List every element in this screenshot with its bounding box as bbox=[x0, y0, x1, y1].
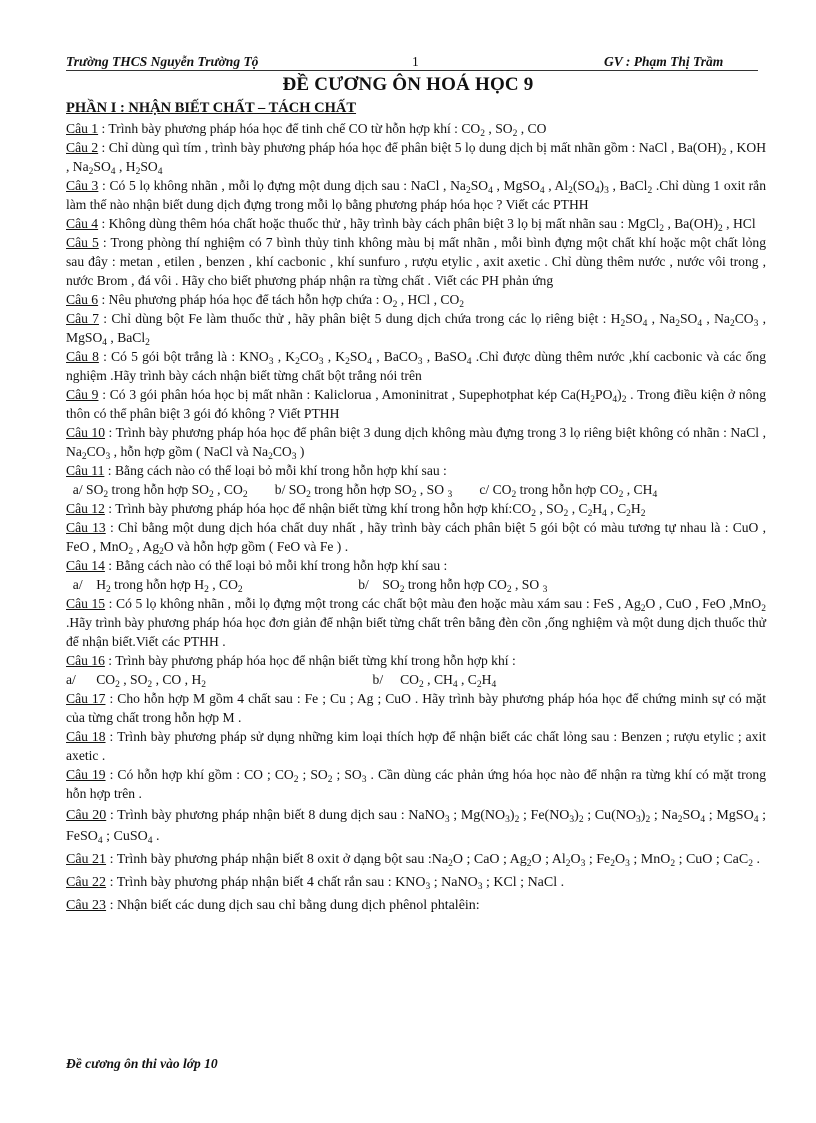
question-text: : Trình bày phương pháp nhận biết 8 dung dịch sau : NaNO bbox=[106, 808, 445, 823]
question-label: Câu 18 bbox=[66, 729, 106, 744]
question-item bbox=[66, 423, 770, 462]
question-label: Câu 13 bbox=[66, 520, 106, 535]
question-text: ) bbox=[599, 178, 605, 193]
question-text: , C bbox=[457, 672, 477, 687]
question-item bbox=[66, 594, 770, 651]
question-text: : Không dùng thêm hóa chất hoặc thuốc thử , hãy trình bày cách phân biệt 3 lọ bị mất nhãn sau : MgCl bbox=[98, 216, 660, 231]
part-heading: PHẦN I : NHẬN BIẾT CHẤT – TÁCH CHẤT bbox=[66, 100, 357, 116]
question-label: Câu 20 bbox=[66, 808, 107, 823]
subscript: 3 bbox=[569, 815, 575, 825]
question-text: , SO bbox=[535, 501, 564, 516]
subscript: 2 bbox=[531, 509, 536, 519]
subscript: 4 bbox=[466, 357, 472, 367]
question-label: Câu 2 bbox=[66, 140, 99, 155]
question-text: . Cần dùng các phản ứng hóa học nào để nhận ra từng khí có mặt trong hỗn hợp trên . bbox=[66, 767, 770, 801]
subscript: 2 bbox=[135, 167, 141, 177]
subscript: 2 bbox=[563, 509, 569, 519]
question-text: , BaCl bbox=[608, 178, 648, 193]
subscript: 2 bbox=[748, 859, 753, 869]
subscript: 2 bbox=[480, 129, 485, 139]
page-number: 1 bbox=[412, 54, 419, 69]
subscript: 3 bbox=[318, 357, 324, 367]
question-item bbox=[66, 119, 766, 138]
document-title: ĐỀ CƯƠNG ÔN HOÁ HỌC 9 bbox=[282, 74, 534, 95]
question-text: H bbox=[630, 501, 641, 516]
subscript: 2 bbox=[526, 859, 532, 869]
question-item bbox=[66, 347, 770, 385]
subscript: 3 bbox=[753, 319, 759, 329]
question-text: , C bbox=[568, 501, 588, 516]
subscript: 4 bbox=[147, 836, 153, 846]
subscript: 2 bbox=[610, 859, 615, 869]
question-item bbox=[66, 575, 766, 594]
subscript: 3 bbox=[505, 815, 510, 825]
subscript: 3 bbox=[636, 815, 641, 825]
question-text: PO bbox=[595, 387, 613, 402]
subscript: 3 bbox=[417, 357, 423, 367]
subscript: 2 bbox=[578, 815, 584, 825]
subscript: 4 bbox=[697, 319, 703, 329]
subscript: 2 bbox=[204, 585, 209, 595]
question-text: SO bbox=[349, 349, 368, 364]
question-text: : Trình bày phương pháp hóa học để nhận biết từng khí trong hỗn hợp khí:CO bbox=[104, 501, 532, 516]
question-text: ; Cu(NO bbox=[583, 808, 637, 823]
question-text: b/ SO bbox=[242, 577, 400, 592]
subscript: 2 bbox=[659, 224, 665, 234]
subscript: 2 bbox=[670, 859, 676, 869]
question-text: : Có 3 gói phân hóa học bị mất nhãn : Kaliclorua , Amoninitrat , Supephotphat kép Ca(H bbox=[98, 387, 591, 402]
question-text: ) bbox=[574, 808, 579, 823]
question-item bbox=[66, 849, 766, 870]
question-label: Câu 14 bbox=[66, 558, 105, 573]
question-text: .Chỉ được dùng thêm nước ,khí cacbonic và các ống nghiệm .Hãy trình bày cách nhận biết từng chất bột trắng nói trên bbox=[66, 349, 770, 383]
question-text: , H bbox=[115, 159, 136, 174]
question-text: trong hỗn hợp H bbox=[110, 577, 205, 592]
question-text: , SO bbox=[511, 577, 543, 592]
subscript: 2 bbox=[590, 395, 596, 405]
subscript: 2 bbox=[419, 680, 424, 690]
subscript: 2 bbox=[476, 680, 482, 690]
subscript: 2 bbox=[115, 680, 120, 690]
subscript: 4 bbox=[488, 186, 493, 196]
question-text: : Chỉ bằng một dung dịch hóa chất duy nhất , hãy trình bày cách phân biệt 5 gói bột có màu tương tự nhau là : CuO , FeO , MnO bbox=[66, 520, 770, 554]
school-name: Trường THCS Nguyễn Trường Tộ bbox=[66, 54, 259, 69]
subscript: 4 bbox=[642, 319, 648, 329]
question-label: Câu 8 bbox=[66, 349, 99, 364]
question-text: ; KCl ; NaCl . bbox=[482, 875, 565, 890]
question-text: , Al bbox=[544, 178, 569, 193]
question-text: SO bbox=[470, 178, 489, 193]
question-text: ; FeSO bbox=[66, 808, 770, 844]
subscript: 4 bbox=[602, 509, 607, 519]
question-text: O , CuO , FeO ,MnO bbox=[645, 596, 762, 611]
subscript: 2 bbox=[147, 680, 153, 690]
question-item bbox=[66, 233, 770, 290]
question-text: , SO bbox=[485, 121, 513, 136]
question-text: , CH bbox=[623, 482, 653, 497]
question-text: ) bbox=[296, 444, 305, 459]
subscript: 2 bbox=[640, 604, 646, 614]
question-text: , hỗn hợp gồm ( NaCl và Na bbox=[110, 444, 269, 459]
subscript: 2 bbox=[568, 186, 573, 196]
question-text: trong hỗn hợp SO bbox=[108, 482, 209, 497]
question-text: , K bbox=[323, 349, 346, 364]
question-text: : Trình bày phương pháp hóa học để tinh chế CO từ hỗn hợp khí : CO bbox=[98, 121, 481, 136]
question-text: CO bbox=[272, 444, 292, 459]
question-text: , MgSO bbox=[492, 178, 540, 193]
question-text: c/ CO bbox=[452, 482, 512, 497]
subscript: 4 bbox=[102, 338, 108, 348]
subscript: 4 bbox=[452, 680, 458, 690]
question-label: Câu 21 bbox=[66, 852, 107, 867]
subscript: 3 bbox=[361, 775, 367, 785]
subscript: 2 bbox=[306, 490, 311, 500]
question-text: SO bbox=[682, 808, 701, 823]
question-text: , BaCO bbox=[372, 349, 418, 364]
question-text: , HCl , CO bbox=[397, 292, 460, 307]
subscript: 2 bbox=[106, 585, 111, 595]
question-label: Câu 15 bbox=[66, 596, 106, 611]
question-item bbox=[66, 214, 766, 233]
question-text: SO bbox=[625, 311, 643, 326]
question-text: , KOH , Na bbox=[66, 140, 770, 174]
subscript: 2 bbox=[621, 395, 627, 405]
subscript: 2 bbox=[640, 509, 646, 519]
question-text: ; MnO bbox=[629, 852, 671, 867]
question-text: , Ag bbox=[133, 539, 160, 554]
header-rule bbox=[66, 70, 758, 71]
question-text: a/ CO bbox=[66, 672, 116, 687]
subscript: 2 bbox=[618, 490, 624, 500]
question-text: : Trình bày phương pháp sử dụng những kim loại thích hợp để nhận biết các chất lỏng sau : Benzen ; rượu etylic ; axit axetic . bbox=[66, 729, 770, 763]
question-label: Câu 12 bbox=[66, 501, 105, 516]
subscript: 2 bbox=[411, 490, 417, 500]
question-text: trong hỗn hợp CO bbox=[516, 482, 619, 497]
question-item bbox=[66, 689, 770, 727]
subscript: 2 bbox=[293, 775, 299, 785]
subscript: 2 bbox=[201, 680, 207, 690]
subscript: 2 bbox=[88, 167, 94, 177]
subscript: 2 bbox=[327, 775, 333, 785]
subscript: 3 bbox=[477, 882, 483, 892]
question-item bbox=[66, 138, 770, 177]
question-text: , BaCl bbox=[107, 330, 146, 345]
question-text: .Hãy trình bày phương pháp hóa học đơn giản để nhận biết từng chất trên bằng đèn cồn ,ống nghiệm và một dung dịch thuốc thử để nhận biết.Viết các PTHH . bbox=[66, 596, 770, 649]
question-label: Câu 22 bbox=[66, 875, 107, 890]
question-text: ) bbox=[617, 387, 622, 402]
question-text: a/ H bbox=[66, 577, 107, 592]
subscript: 2 bbox=[587, 509, 593, 519]
footer-note: Đề cương ôn thi vào lớp 10 bbox=[66, 1056, 218, 1071]
subscript: 2 bbox=[295, 357, 300, 367]
question-text: ) bbox=[640, 808, 646, 823]
question-label: Câu 10 bbox=[66, 425, 106, 440]
subscript: 2 bbox=[392, 300, 398, 310]
subscript: 2 bbox=[677, 815, 683, 825]
subscript: 2 bbox=[645, 815, 651, 825]
question-text: ; SO bbox=[332, 767, 362, 782]
subscript: 4 bbox=[157, 167, 163, 177]
question-text: : Trình bày phương pháp nhận biết 8 oxit ở dạng bột sau :Na bbox=[106, 852, 449, 867]
question-label: Câu 3 bbox=[66, 178, 99, 193]
question-text: O ; CaO ; Ag bbox=[452, 852, 527, 867]
subscript: 2 bbox=[514, 815, 520, 825]
subscript: 4 bbox=[539, 186, 545, 196]
question-text: , SO bbox=[119, 672, 148, 687]
question-label: Câu 4 bbox=[66, 216, 99, 231]
subscript: 2 bbox=[268, 452, 273, 462]
question-label: Câu 16 bbox=[66, 653, 105, 668]
question-text: : Trình bày phương pháp nhận biết 4 chất rắn sau : KNO bbox=[106, 875, 426, 890]
question-label: Câu 23 bbox=[66, 898, 107, 913]
question-text: H bbox=[481, 672, 492, 687]
question-text: .Chỉ dùng 1 oxit rắn làm thế nào nhận biết dung dịch đựng trong mỗi lọ bằng phương pháp hóa học ? Viết các PTHH bbox=[66, 178, 770, 212]
question-text: : Chỉ dùng quì tím , trình bày phương pháp hóa học để phân biệt 5 lọ dung dịch bị mất nhãn gồm : NaCl , Ba(OH) bbox=[98, 140, 722, 155]
question-text: : Nêu phương pháp hóa học để tách hỗn hợp chứa : O bbox=[98, 292, 393, 307]
question-text: , CH bbox=[423, 672, 453, 687]
subscript: 2 bbox=[718, 224, 723, 234]
question-text: H bbox=[592, 501, 603, 516]
subscript: 2 bbox=[675, 319, 680, 329]
question-item bbox=[66, 765, 770, 803]
question-text: O bbox=[615, 852, 626, 867]
subscript: 3 bbox=[447, 490, 453, 500]
subscript: 4 bbox=[110, 167, 116, 177]
question-text: , CO bbox=[208, 577, 238, 592]
question-text: O và hỗn hợp gồm ( FeO và Fe ) . bbox=[163, 539, 349, 554]
question-text: : Trình bày phương pháp hóa học để nhận biết từng khí trong hỗn hợp khí : bbox=[104, 653, 516, 668]
question-text: b/ SO bbox=[247, 482, 307, 497]
subscript: 2 bbox=[761, 604, 766, 614]
question-text: . bbox=[152, 829, 160, 844]
subscript: 4 bbox=[367, 357, 373, 367]
question-label: Câu 9 bbox=[66, 387, 99, 402]
subscript: 2 bbox=[81, 452, 87, 462]
subscript: 3 bbox=[542, 585, 548, 595]
question-text: , K bbox=[273, 349, 296, 364]
subscript: 2 bbox=[128, 547, 134, 557]
question-text: : Nhận biết các dung dịch sau chỉ bằng dung dịch phênol phtalêin: bbox=[106, 898, 480, 913]
subscript: 4 bbox=[652, 490, 658, 500]
question-item bbox=[66, 670, 766, 689]
subscript: 2 bbox=[448, 859, 453, 869]
question-text: : Có 5 gói bột trắng là : KNO bbox=[98, 349, 269, 364]
subscript: 2 bbox=[565, 859, 571, 869]
question-text: CO bbox=[299, 349, 319, 364]
question-text: trong hỗn hợp CO bbox=[404, 577, 507, 592]
subscript: 3 bbox=[291, 452, 297, 462]
question-text: ; MgSO bbox=[705, 808, 754, 823]
subscript: 3 bbox=[268, 357, 274, 367]
question-text: , MgSO bbox=[66, 311, 770, 345]
question-item bbox=[66, 499, 766, 518]
subscript: 2 bbox=[506, 585, 512, 595]
question-text: : Cho hỗn hợp M gồm 4 chất sau : Fe ; Cu ; Ag ; CuO . Hãy trình bày phương pháp hóa học để chứng minh sự có mặt của từng chất trong hỗn hợp M . bbox=[66, 691, 770, 725]
question-text: : Trình bày phương pháp hóa học để phân biệt 3 dung dịch không màu đựng trong 3 lọ riêng biệt không có nhãn : NaCl , Na bbox=[66, 425, 770, 459]
question-text: SO bbox=[140, 159, 158, 174]
question-text: : Trong phòng thí nghiệm có 7 bình thủy tinh không màu bị mất nhãn , mỗi bình đựng một chất khí hoặc một chất lỏng sau đây : metan , etilen , benzen , khí cacbonic , khí sunfuro , rượu etylic , axit axetic . Chỉ dùng thêm nước , nước vôi trong , nước Brom , đá vôi . Hãy cho biết phương pháp nhận ra từng chất . Viết các PH phản ứng bbox=[66, 235, 770, 288]
subscript: 2 bbox=[399, 585, 405, 595]
subscript: 2 bbox=[512, 129, 518, 139]
question-text: ; SO bbox=[298, 767, 328, 782]
subscript: 2 bbox=[237, 585, 243, 595]
subscript: 2 bbox=[721, 148, 727, 158]
question-text: O bbox=[570, 852, 581, 867]
subscript: 3 bbox=[444, 815, 450, 825]
question-text: : Bằng cách nào có thể loại bỏ mỗi khí trong hỗn hợp khí sau : bbox=[104, 463, 447, 478]
question-item bbox=[66, 385, 770, 423]
question-item bbox=[66, 727, 770, 765]
question-text: , CO bbox=[517, 121, 547, 136]
question-text: trong hỗn hợp SO bbox=[310, 482, 412, 497]
subscript: 2 bbox=[145, 338, 150, 348]
question-text: , C bbox=[606, 501, 627, 516]
question-item bbox=[66, 556, 766, 575]
subscript: 2 bbox=[345, 357, 350, 367]
question-text: (SO bbox=[572, 178, 595, 193]
question-item bbox=[66, 805, 770, 847]
question-item bbox=[66, 461, 766, 480]
subscript: 4 bbox=[594, 186, 600, 196]
question-text: , Na bbox=[647, 311, 676, 326]
question-text: SO bbox=[679, 311, 698, 326]
question-text: , CO bbox=[213, 482, 243, 497]
question-text: ; Na bbox=[650, 808, 678, 823]
question-text: . Trong điều kiện ở nông thôn có thể phân biệt 3 gói đó không ? Viết PTHH bbox=[66, 387, 770, 421]
question-text: a/ SO bbox=[66, 482, 104, 497]
question-text: CO bbox=[734, 311, 754, 326]
subscript: 3 bbox=[425, 882, 431, 892]
question-item bbox=[66, 309, 770, 348]
question-text: . bbox=[752, 852, 760, 867]
question-text: , SO bbox=[416, 482, 448, 497]
question-text: ; CuO ; CaC bbox=[675, 852, 749, 867]
question-text: CO bbox=[86, 444, 106, 459]
subscript: 2 bbox=[465, 186, 471, 196]
subscript: 2 bbox=[626, 509, 631, 519]
question-text: : Có hỗn hợp khí gồm : CO ; CO bbox=[105, 767, 294, 782]
question-list bbox=[66, 119, 770, 916]
question-item bbox=[66, 176, 770, 214]
subscript: 3 bbox=[625, 859, 630, 869]
subscript: 2 bbox=[459, 300, 465, 310]
question-label: Câu 19 bbox=[66, 767, 106, 782]
question-text: ; Mg(NO bbox=[449, 808, 506, 823]
question-text: : Bằng cách nào có thể loại bỏ mỗi khí trong hỗn hợp khí sau : bbox=[104, 558, 448, 573]
question-item bbox=[66, 651, 766, 670]
question-text: , BaSO bbox=[422, 349, 467, 364]
question-item bbox=[66, 895, 766, 916]
question-text: ; Fe bbox=[585, 852, 611, 867]
question-text: ; NaNO bbox=[430, 875, 478, 890]
subscript: 3 bbox=[604, 186, 609, 196]
subscript: 2 bbox=[159, 547, 164, 557]
question-label: Câu 1 bbox=[66, 121, 99, 136]
subscript: 2 bbox=[647, 186, 653, 196]
question-label: Câu 17 bbox=[66, 691, 106, 706]
question-text: , HCl bbox=[722, 216, 756, 231]
question-label: Câu 7 bbox=[66, 311, 99, 326]
question-text: O ; Al bbox=[531, 852, 566, 867]
subscript: 3 bbox=[105, 452, 111, 462]
question-text: b/ CO bbox=[206, 672, 419, 687]
question-text: ; CuSO bbox=[102, 829, 148, 844]
question-label: Câu 11 bbox=[66, 463, 105, 478]
subscript: 2 bbox=[511, 490, 517, 500]
subscript: 4 bbox=[491, 680, 497, 690]
question-text: , Na bbox=[702, 311, 730, 326]
subscript: 3 bbox=[580, 859, 586, 869]
question-text: : Có 5 lọ không nhãn , mỗi lọ đựng một trong các chất bột màu đen hoặc màu xám sau : FeS , Ag bbox=[105, 596, 641, 611]
subscript: 2 bbox=[729, 319, 735, 329]
question-text: ) bbox=[509, 808, 515, 823]
subscript: 4 bbox=[97, 836, 103, 846]
question-label: Câu 5 bbox=[66, 235, 99, 250]
question-item bbox=[66, 290, 766, 309]
teacher-name: GV : Phạm Thị Trầm bbox=[604, 54, 724, 69]
question-text: , Ba(OH) bbox=[664, 216, 719, 231]
question-text: , CO , H bbox=[152, 672, 202, 687]
question-item bbox=[66, 480, 766, 499]
question-text: : Có 5 lọ không nhãn , mỗi lọ đựng một dung dịch sau : NaCl , Na bbox=[98, 178, 466, 193]
question-text: ; Fe(NO bbox=[519, 808, 570, 823]
question-text: : Chỉ dùng bột Fe làm thuốc thử , hãy phân biệt 5 dung dịch chứa trong các lọ riêng biệt : H bbox=[98, 311, 621, 326]
subscript: 4 bbox=[612, 395, 618, 405]
subscript: 4 bbox=[700, 815, 706, 825]
subscript: 2 bbox=[103, 490, 109, 500]
question-item bbox=[66, 518, 770, 557]
subscript: 4 bbox=[753, 815, 759, 825]
subscript: 2 bbox=[208, 490, 214, 500]
question-item bbox=[66, 872, 766, 893]
subscript: 2 bbox=[620, 319, 626, 329]
question-text: SO bbox=[93, 159, 111, 174]
subscript: 2 bbox=[242, 490, 248, 500]
question-label: Câu 6 bbox=[66, 292, 99, 307]
